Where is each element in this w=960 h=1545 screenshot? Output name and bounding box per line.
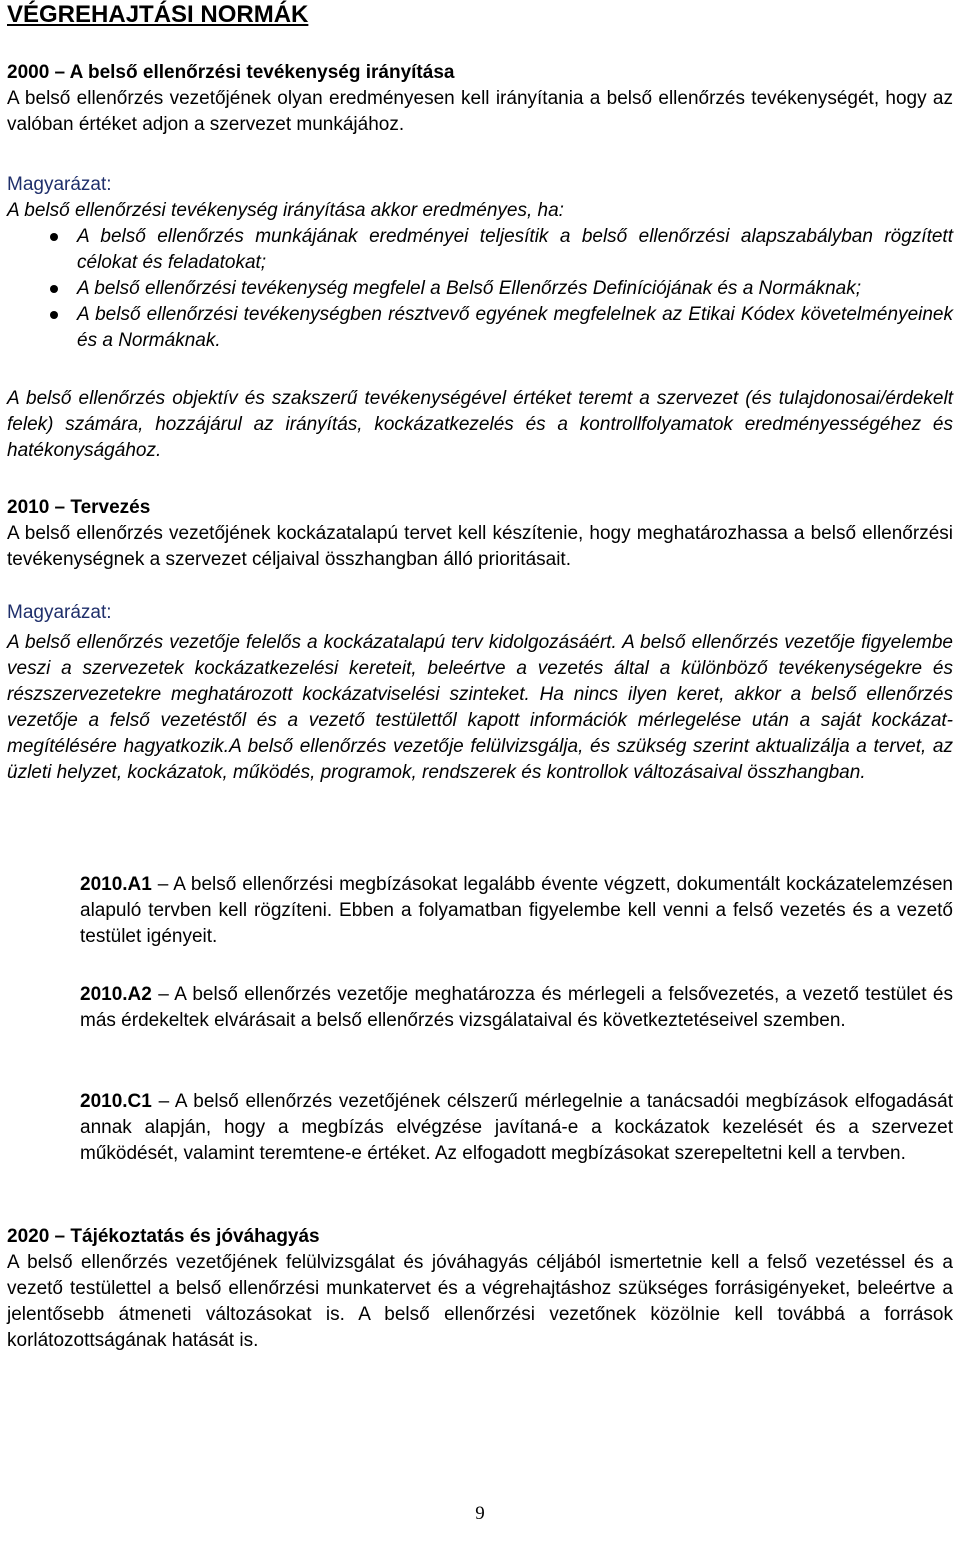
standard-2010-c1 (80, 1089, 953, 1167)
bullet-text: A belső ellenőrzési tevékenységben résztvevő egyének megfelelnek az Etikai Kódex követelményeinek és a Normáknak. (77, 304, 953, 351)
section-2000-explanation-label: Magyarázat: (7, 174, 112, 195)
section-2000-heading: 2000 – A belső ellenőrzési tevékenység irányítása (7, 62, 455, 83)
section-2010-heading: 2010 – Tervezés (7, 497, 151, 518)
standard-2010-a1 (80, 872, 953, 950)
list-item (7, 224, 953, 276)
section-2010-body: A belső ellenőrzés vezetőjének kockázatalapú tervet kell készítenie, hogy meghatározhassa a belső ellenőrzési tevékenységnek a szervezet céljaival összhangban álló prioritásait. (7, 523, 953, 570)
section-2020-body: A belső ellenőrzés vezetőjének felülvizsgálat és jóváhagyás céljából ismertetnie kell a felső vezetéssel és a vezető testülettel a belső ellenőrzési munkatervet és a végrehajtáshoz szükséges forrásigényeket, beleértve a jelentősebb átmeneti változásokat is. A belső ellenőrzési vezetőnek közölnie kell továbbá a források korlátozottságának hatását is. (7, 1252, 953, 1351)
section-2010-explanation-body: A belső ellenőrzés vezetője felelős a kockázatalapú terv kidolgozásáért. A belső ellenőrzés vezetője figyelembe veszi a szervezetek kockázatkezelési kereteit, beleértve a vezetés által a különböző tevékenységekre és részszervezetekre meghatározott kockázatviselési szinteket. Ha nincs ilyen keret, akkor a belső ellenőrzés vezetője a felső vezetéstől és a vezető testülettől kapott információk mérlegelése után a saját kockázat-megítélésére hagyatkozik.A belső ellenőrzés vezetője felülvizsgálja, és szükség szerint aktualizálja a tervet, az üzleti helyzet, kockázatok, működés, programok, rendszerek és kontrollok változásaival összhangban. (7, 632, 953, 783)
bullet-text: A belső ellenőrzési tevékenység megfelel a Belső Ellenőrzés Definíciójának és a Normáknak; (77, 278, 861, 299)
standard-text: – A belső ellenőrzés vezetőjének célszerű mérlegelnie a tanácsadói megbízások elfogadását annak alapján, hogy a megbízás elvégzése javítaná-e a kockázatok kezelését és a szervezet működését, valamint teremtene-e értéket. Az elfogadott megbízásokat szerepeltetni kell a tervben. (80, 1091, 953, 1164)
section-2010-explanation-label: Magyarázat: (7, 602, 112, 623)
page-title: VÉGREHAJTÁSI NORMÁK (7, 1, 309, 28)
standard-code: 2010.C1 (80, 1091, 152, 1112)
bullet-icon (50, 311, 58, 319)
standard-code: 2010.A2 (80, 984, 152, 1005)
section-2000-bullet-list (7, 224, 953, 354)
standard-text: – A belső ellenőrzés vezetője meghatározza és mérlegeli a felsővezetés, a vezető testület és más érdekeltek elvárásait a belső ellenőrzés vizsgálataival és következtetéseivel szemben. (80, 984, 953, 1031)
section-2000-closing: A belső ellenőrzés objektív és szakszerű tevékenységével értéket teremt a szervezet (és tulajdonosai/érdekelt felek) számára, hozzájárul az irányítás, kockázatkezelés és a kontrollfolyamatok eredményességéhez és hatékonyságához. (7, 388, 953, 461)
section-2000-explanation-intro: A belső ellenőrzési tevékenység irányítása akkor eredményes, ha: (7, 200, 564, 221)
bullet-icon (50, 285, 58, 293)
page-number: 9 (475, 1503, 485, 1524)
list-item (7, 302, 953, 354)
standard-text: – A belső ellenőrzési megbízásokat legalább évente végzett, dokumentált kockázatelemzésen alapuló tervben kell rögzíteni. Ebben a folyamatban figyelembe kell venni a felső vezetés és a vezető testület igényeit. (80, 874, 953, 947)
section-2020-heading: 2020 – Tájékoztatás és jóváhagyás (7, 1226, 320, 1247)
bullet-icon (50, 233, 58, 241)
standard-code: 2010.A1 (80, 874, 152, 895)
list-item (7, 276, 953, 302)
standard-2010-a2 (80, 982, 953, 1034)
section-2000-body: A belső ellenőrzés vezetőjének olyan eredményesen kell irányítania a belső ellenőrzés tevékenységét, hogy az valóban értéket adjon a szervezet munkájához. (7, 88, 953, 135)
bullet-text: A belső ellenőrzés munkájának eredményei teljesítik a belső ellenőrzési alapszabályban rögzített célokat és feladatokat; (77, 226, 953, 273)
